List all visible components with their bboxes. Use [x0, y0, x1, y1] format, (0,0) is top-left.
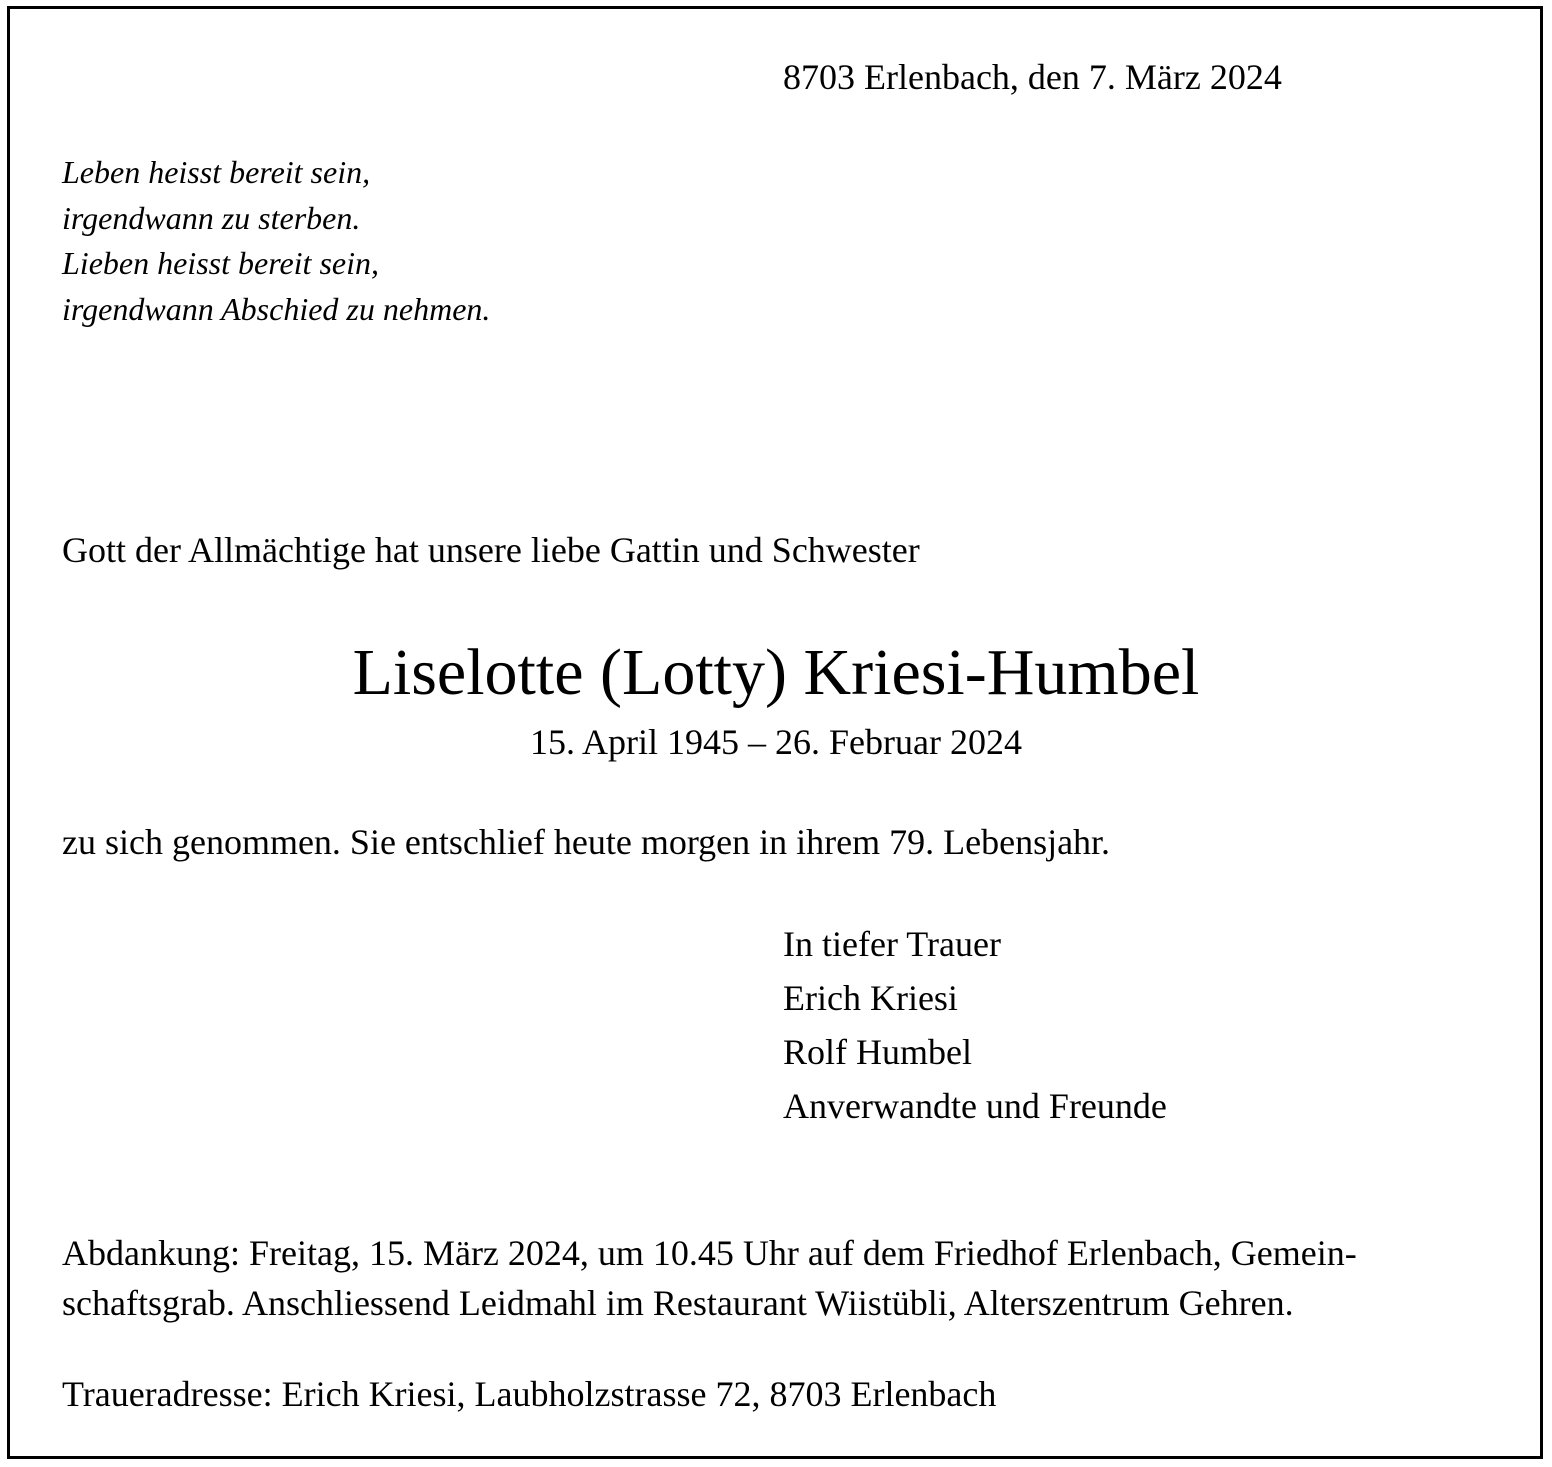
funeral-service-info: [62, 1228, 1357, 1328]
motto-line: Leben heisst bereit sein,: [62, 154, 371, 190]
mourner-name: Anverwandte und Freunde: [783, 1086, 1167, 1126]
mourner-name: Erich Kriesi: [783, 978, 958, 1018]
deceased-name: Liselotte (Lotty) Kriesi-Humbel: [352, 636, 1200, 709]
service-line: schaftsgrab. Anschliessend Leidmahl im Restaurant Wiistübli, Alterszentrum Gehren.: [62, 1283, 1294, 1323]
mourners-list: [783, 917, 1167, 1133]
mourner-name: Rolf Humbel: [783, 1032, 972, 1072]
life-dates: 15. April 1945 – 26. Februar 2024: [530, 722, 1022, 762]
announcement-intro: Gott der Allmächtige hat unsere liebe Gattin und Schwester: [62, 530, 920, 570]
motto-line: Lieben heisst bereit sein,: [62, 245, 379, 281]
motto-line: irgendwann zu sterben.: [62, 199, 361, 236]
place-date: 8703 Erlenbach, den 7. März 2024: [783, 57, 1282, 97]
motto-line: irgendwann Abschied zu nehmen.: [62, 290, 491, 327]
announcement-closing: zu sich genommen. Sie entschlief heute morgen in ihrem 79. Lebensjahr.: [62, 822, 1111, 862]
mourners-heading: In tiefer Trauer: [783, 924, 1001, 964]
motto-verse: [62, 150, 490, 332]
service-line: Abdankung: Freitag, 15. März 2024, um 10.45 Uhr auf dem Friedhof Erlenbach, Gemein-: [62, 1233, 1357, 1273]
mourning-address: Traueradresse: Erich Kriesi, Laubholzstrasse 72, 8703 Erlenbach: [62, 1374, 997, 1414]
